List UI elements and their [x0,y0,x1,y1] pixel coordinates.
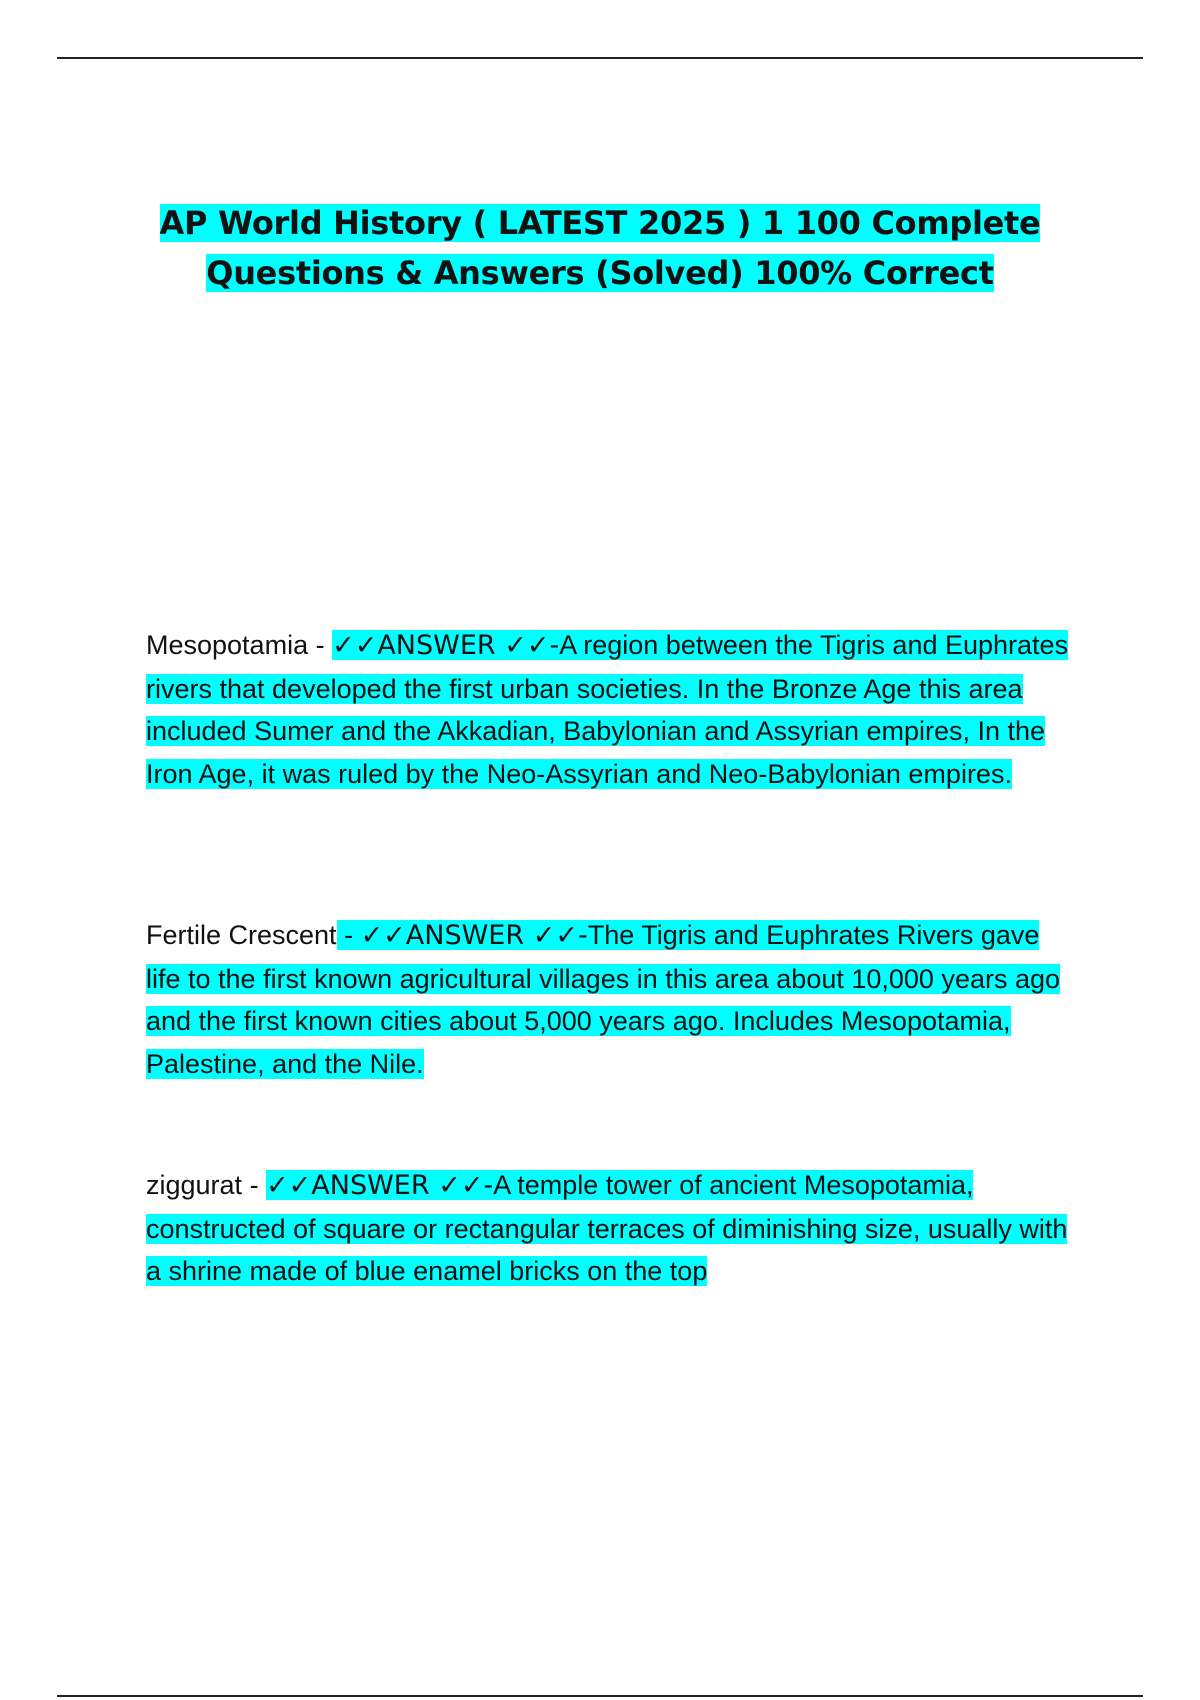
title-highlight: AP World History ( LATEST 2025 ) 1 100 Complete Questions & Answers (Solved) 100% Correct [159,204,1041,292]
entry-answer: A temple tower of ancient Mesopotamia, constructed of square or rectangular terraces of diminishing size, usually with a shrine made of blue enamel bricks on the top [146,1170,1068,1286]
entry-separator: - [242,1170,267,1200]
footer-rule [57,1695,1143,1697]
qa-entry-fertile-crescent [146,914,1076,1085]
document-title [100,198,1100,298]
entry-answer: The Tigris and Euphrates Rivers gave life to the first known agricultural villages in this area about 10,000 years ago and the first known cities about 5,000 years ago. Includes Mesopotamia, Palestine, and the Nile. [146,920,1061,1079]
qa-entry-mesopotamia [146,624,1076,795]
entry-separator: - [308,630,333,660]
header-rule [57,57,1143,59]
entry-separator: - [336,920,361,950]
qa-entry-ziggurat [146,1164,1076,1293]
entry-answer: A region between the Tigris and Euphrates rivers that developed the first urban societies. In the Bronze Age this area included Sumer and the Akkadian, Babylonian and Assyrian empires, In the Iron Age, it was ruled by the Neo-Assyrian and Neo-Babylonian empires. [146,630,1069,789]
answer-marker: ✓✓ANSWER ✓✓- [360,920,588,951]
answer-marker: ✓✓ANSWER ✓✓- [332,630,560,661]
answer-marker: ✓✓ANSWER ✓✓- [266,1170,494,1201]
entry-term: ziggurat [146,1170,243,1200]
entry-answer-highlight [146,1170,1067,1286]
entry-term: Mesopotamia [146,630,309,660]
entry-term: Fertile Crescent [146,920,337,950]
